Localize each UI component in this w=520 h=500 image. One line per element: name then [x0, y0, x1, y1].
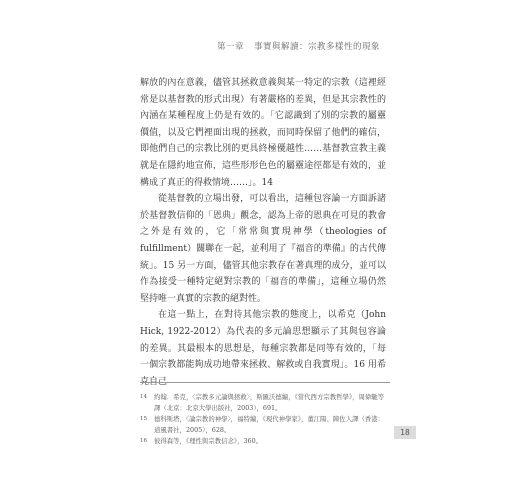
footnote-divider — [140, 382, 390, 383]
running-head — [217, 40, 380, 52]
footnote-text: 彼得森等，《理性與宗教信念》，360。 — [154, 437, 263, 445]
footnote-number: 15 — [140, 416, 147, 422]
footnote-number: 14 — [140, 394, 147, 400]
footnote-text: 約翰．希克，〈宗教多元論與拯救〉，斯匯沃德編，《當代西方宗教哲學》，周偉馳等譯（北京：北京大學出版社，2003），691。 — [154, 393, 385, 412]
footnote-text: 德科斯塔，〈論宗教的神學〉，福特編，《現代神學家》，董江陽、陳佐人譯（香港：道風書社，2005），628。 — [154, 415, 385, 434]
footnote-number: 16 — [140, 438, 147, 444]
footnote — [140, 436, 390, 447]
footnote — [140, 392, 390, 414]
chapter-label: 第一章 — [216, 42, 244, 52]
footnotes — [140, 392, 390, 447]
footnote — [140, 414, 390, 436]
paragraph: 從基督教的立場出發，可以看出，這種包容論一方面訴諸於基督教信仰的「恩典」觀念，認為上帝的恩典在可見的教會之外是有效的，它「常常與實現神學（theologies of fulfillment）關聯在一起，並利用了『福音的準備』的古代傳統」。15 另一方面，儘管其他宗教存在著真理的成分，並可以作為接受一種特定絕對宗教的「福音的準備」，這種立場仍然堅持唯一真實的宗教的絕對性。 — [140, 194, 386, 304]
paragraph: 解放的內在意義，儘管其拯救意義與某一特定的宗教（這裡經常是以基督教的形式出現）有著嚴格的差異，但是其宗教性的內涵在某種程度上仍是有效的。「它認識到了別的宗教的屬靈價值，以及它們裡面出現的拯救，而同時保留了他們的確信，即他們自己的宗教比別的更具終極優越性……基督教宣教主義就是在隱約地宣佈，這些形形色色的屬靈途徑都是有效的，並構成了真正的得救情境……」。14 — [140, 78, 386, 188]
chapter-title: 事實與解讀：宗教多樣性的現象 — [253, 42, 380, 52]
page-number: 18 — [394, 426, 416, 439]
main-text — [140, 75, 386, 390]
paragraph: 在這一點上，在對待其他宗教的態度上，以希克（John Hick, 1922-2012）為代表的多元論思想顯示了其與包容論的差異。其最根本的思想是，每種宗教都是同等有效的，「每一個宗教都能夠成功地帶來拯救、解救或自我實現」。16 用希克自己 — [140, 310, 386, 387]
